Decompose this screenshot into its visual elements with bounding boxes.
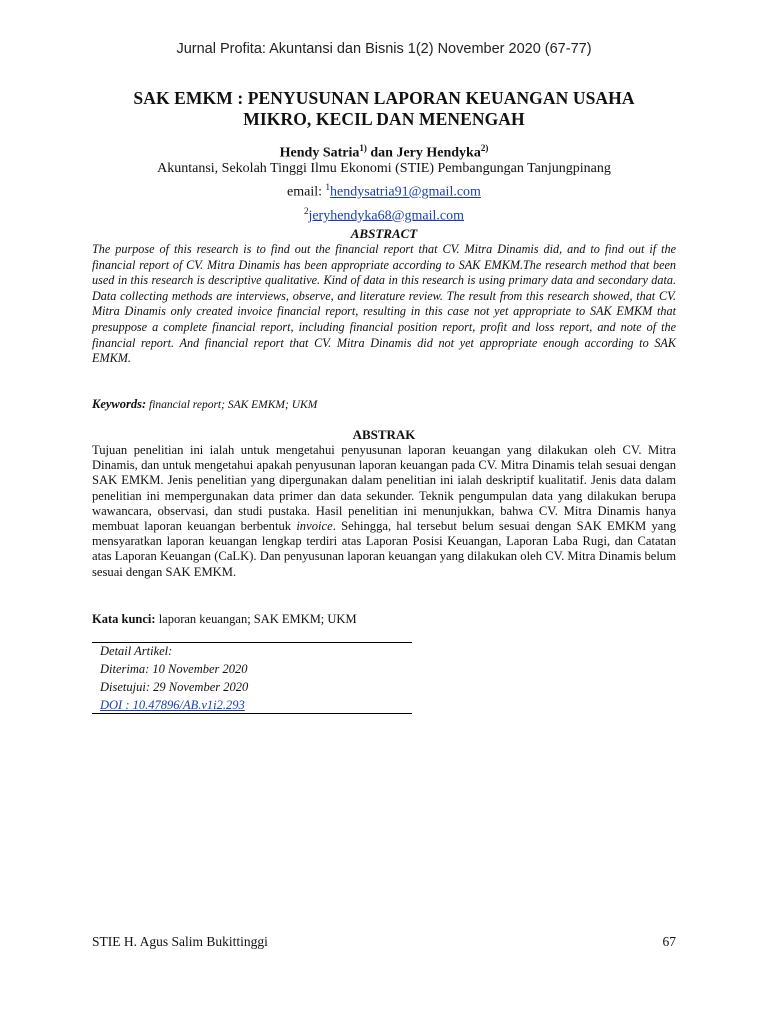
affiliation: Akuntansi, Sekolah Tinggi Ilmu Ekonomi (STIE) Pembangungan Tanjungpinang [157, 161, 611, 176]
detail-approved: Disetujui: 29 November 2020 [100, 680, 249, 694]
abstrak-text-part-2: . Sehingga, hal tersebut belum sesuai dengan SAK EMKM yang mensyaratkan laporan keuangan lengkap terdiri atas Laporan Posisi Keuangan, Laporan Laba Rugi, dan Catatan atas Laporan Keuangan (CaLK). Dan penyusunan laporan keuangan yang dilakukan oleh CV. Mitra Dinamis belum sesuai dengan SAK EMKM. [92, 519, 676, 579]
author-separator: dan [366, 145, 397, 161]
author-1: Hendy Satria [279, 145, 360, 161]
detail-heading: Detail Artikel: [100, 644, 173, 658]
email-label: email: [287, 184, 326, 200]
affiliation-block [0, 160, 768, 225]
abstrak-text-italic: invoice [296, 519, 333, 534]
author-1-mark: 1) [359, 143, 367, 153]
paper-title [90, 88, 678, 130]
authors [0, 143, 768, 162]
title-line-1: SAK EMKM : PENYUSUNAN LAPORAN KEUANGAN USAHA [133, 88, 635, 108]
article-detail [100, 642, 248, 714]
email-1-link[interactable]: hendysatria91@gmail.com [330, 184, 481, 200]
page-number: 67 [662, 934, 676, 949]
email-1-mark: 1 [325, 182, 331, 192]
detail-received: Diterima: 10 November 2020 [100, 662, 248, 676]
author-2: Jery Hendyka [396, 145, 481, 161]
keywords-value: financial report; SAK EMKM; UKM [146, 399, 318, 411]
author-2-mark: 2) [480, 143, 489, 153]
keywords-label: Keywords: [92, 397, 147, 411]
journal-header: Jurnal Profita: Akuntansi dan Bisnis 1(2) November 2020 (67-77) [176, 41, 592, 57]
kata-kunci-label: Kata kunci: [92, 612, 156, 626]
detail-bottom-rule [92, 713, 412, 714]
abstrak-text-part-1: Tujuan penelitian ini ialah untuk mengetahui penyusunan laporan keuangan yang dilakukan oleh CV. Mitra Dinamis, dan untuk mengetahui apakah penyusunan laporan keuangan pada CV. Mitra Dinamis telah sesuai dengan SAK EMKM. Jenis penelitian yang dipergunakan dalam penelitian ini ialah deskriptif kualitatif. Jenis data dalam penelitian ini mempergunakan data primer dan data sekunder. Teknik pengumpulan data yang dilakukan berupa wawancara, observasi, dan studi pustaka. Hasil penelitian ini menunjukkan, bahwa CV. Mitra Dinamis hanya membuat laporan keuangan berbentuk [92, 443, 676, 534]
keywords [92, 397, 676, 412]
footer-institution: STIE H. Agus Salim Bukittinggi [92, 934, 268, 949]
kata-kunci [92, 612, 676, 627]
abstrak-text [92, 443, 676, 580]
abstrak-heading: ABSTRAK [352, 427, 416, 442]
email-line-1 [0, 178, 768, 202]
email-line-2 [0, 202, 768, 226]
kata-kunci-value: laporan keuangan; SAK EMKM; UKM [155, 612, 357, 626]
abstract-heading: ABSTRACT [350, 226, 418, 241]
title-line-2: MIKRO, KECIL DAN MENENGAH [243, 109, 525, 129]
email-2-link[interactable]: jeryhendyka68@gmail.com [308, 208, 465, 224]
email-2-mark: 2 [303, 205, 309, 216]
abstract-text: The purpose of this research is to find out the financial report that CV. Mitra Dinamis did, and to find out if the financial report of CV. Mitra Dinamis has been appropriate according to SAK EMKM.The research method that been used in this research is descriptive qualitative. Kind of data in this research is using primary data and secondary data. Data collecting methods are interviews, observe, and literature review. The result from this research showed, that CV. Mitra Dinamis only created invoice financial report, resulting in this case not yet appropriate to SAK EMKM that presuppose a complete financial report, including financial position report, profit and loss report, and note of the financial report. And financial report that CV. Mitra Dinamis did not yet appropriate enough according to SAK EMKM. [92, 242, 676, 366]
doi-link[interactable]: DOI : 10.47896/AB.v1i2.293 [100, 698, 245, 712]
